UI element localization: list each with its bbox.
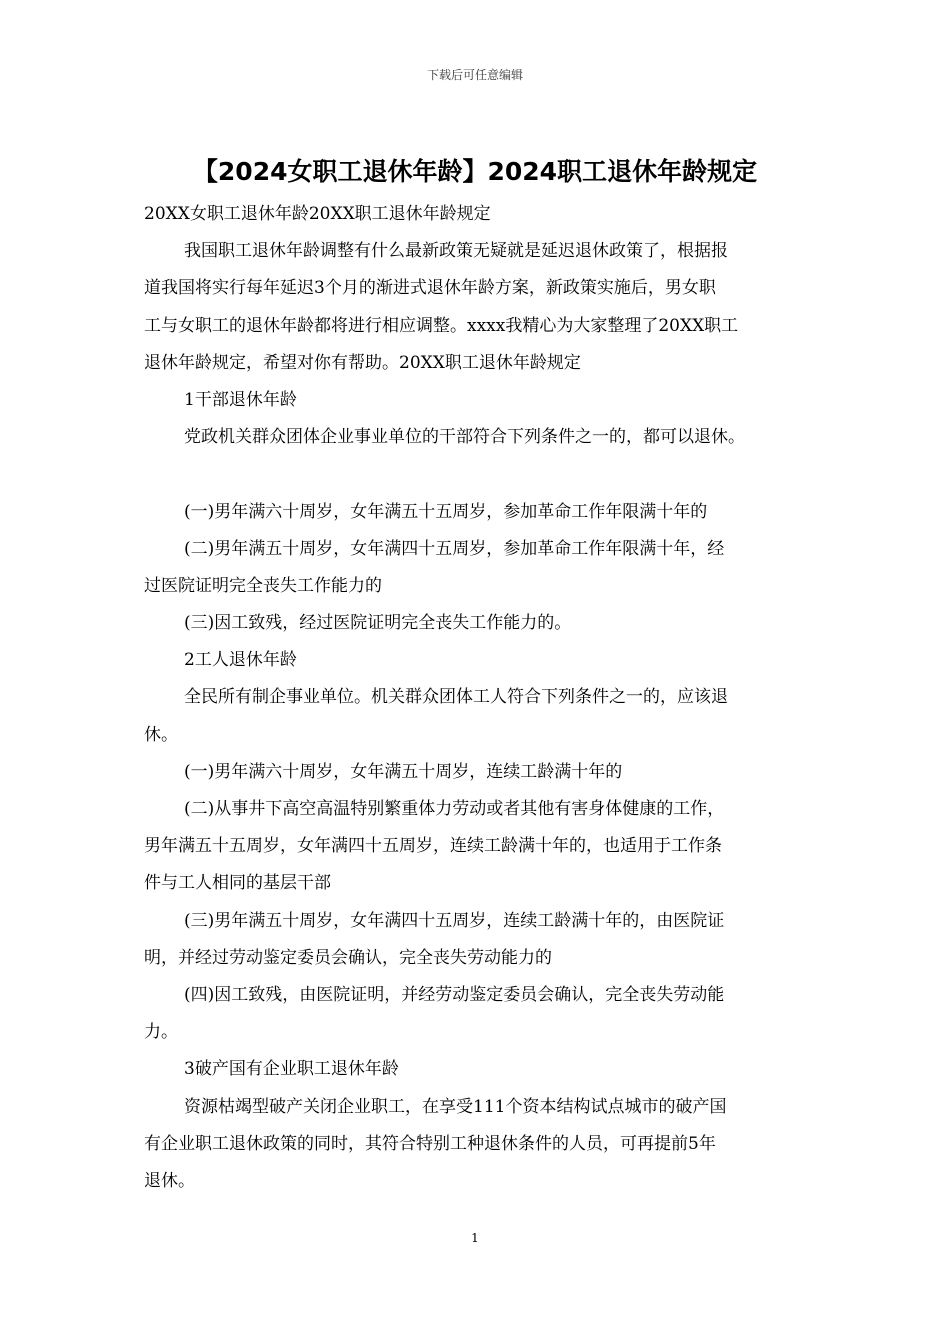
- list-item: (二)男年满五十周岁，女年满四十五周岁，参加革命工作年限满十年，经: [184, 538, 725, 559]
- list-item: (三)因工致残，经过医院证明完全丧失工作能力的。: [184, 613, 572, 634]
- section-heading: 2工人退休年龄: [184, 650, 297, 671]
- page-header-note: 下载后可任意编辑: [426, 68, 523, 82]
- list-item-continuation: 男年满五十五周岁，女年满四十五周岁，连续工龄满十年的，也适用于工作条: [144, 836, 722, 857]
- list-item-continuation: 明，并经过劳动鉴定委员会确认，完全丧失劳动能力的: [144, 947, 552, 968]
- blank-line: [144, 456, 812, 493]
- paragraph-line: 有企业职工退休政策的同时，其符合特别工种退休条件的人员，可再提前5年: [144, 1133, 716, 1154]
- paragraph-line: 休。: [144, 724, 178, 745]
- list-item: (一)男年满六十周岁，女年满五十周岁，连续工龄满十年的: [184, 761, 623, 782]
- list-item: (二)从事井下高空高温特别繁重体力劳动或者其他有害身体健康的工作，: [184, 799, 725, 819]
- list-item: (一)男年满六十周岁，女年满五十五周岁，参加革命工作年限满十年的: [184, 501, 708, 522]
- list-item-continuation: 力。: [144, 1022, 178, 1043]
- list-item: (三)男年满五十周岁，女年满四十五周岁，连续工龄满十年的，由医院证: [184, 910, 725, 931]
- document-title: 【2024女职工退休年龄】2024职工退休年龄规定: [192, 157, 758, 186]
- section-heading: 1干部退休年龄: [184, 389, 297, 410]
- paragraph-line: 道我国将实行每年延迟3个月的渐进式退休年龄方案，新政策实施后，男女职: [144, 278, 716, 299]
- list-item: (四)因工致残，由医院证明，并经劳动鉴定委员会确认，完全丧失劳动能: [184, 984, 725, 1005]
- paragraph-line: 资源枯竭型破产关闭企业职工，在享受111个资本结构试点城市的破产国: [184, 1096, 727, 1117]
- paragraph-line: 全民所有制企事业单位。机关群众团体工人符合下列条件之一的，应该退: [184, 687, 728, 708]
- document-body: [144, 196, 812, 1200]
- subtitle-line: 20XX女职工退休年龄20XX职工退休年龄规定: [144, 204, 491, 224]
- paragraph-line: 退休。: [144, 1170, 195, 1191]
- page-number: 1: [471, 1231, 479, 1245]
- paragraph-line: 退休年龄规定，希望对你有帮助。20XX职工退休年龄规定: [144, 352, 581, 373]
- paragraph-line: 我国职工退休年龄调整有什么最新政策无疑就是延迟退休政策了，根据报: [184, 241, 728, 262]
- paragraph-line: 工与女职工的退休年龄都将进行相应调整。xxxx我精心为大家整理了20XX职工: [144, 315, 739, 336]
- paragraph-line: 党政机关群众团体企业事业单位的干部符合下列条件之一的，都可以退休。: [184, 427, 745, 448]
- list-item-continuation: 件与工人相同的基层干部: [144, 873, 331, 894]
- section-heading: 3破产国有企业职工退休年龄: [184, 1059, 399, 1080]
- list-item-continuation: 过医院证明完全丧失工作能力的: [144, 575, 382, 596]
